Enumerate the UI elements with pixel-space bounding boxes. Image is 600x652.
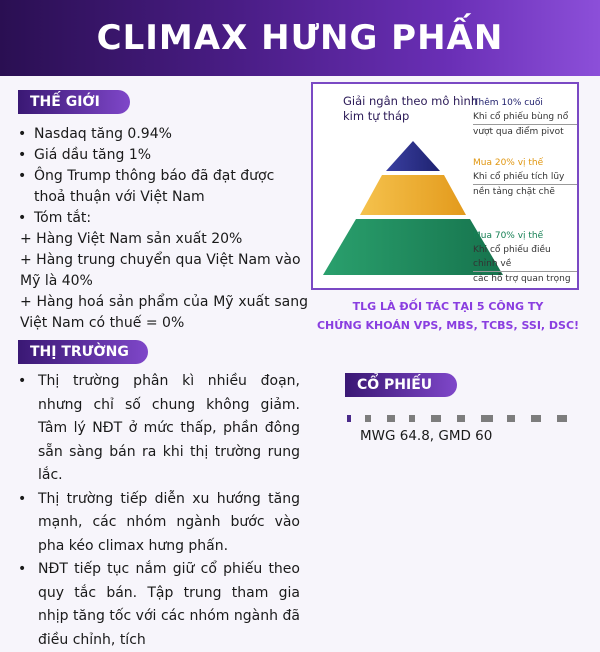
page-title: CLIMAX HƯNG PHẤN [96,18,504,58]
partner-line-1: TLG LÀ ĐỐI TÁC TẠI 5 CÔNG TY [352,300,544,313]
list-item: • Thị trường tiếp diễn xu hướng tăng mạnh, các nhóm ngành bước vào pha kéo climax hưng phấn. [18,490,300,554]
redacted-stock-list [347,415,577,423]
list-item: • Tóm tắt: [18,210,92,226]
list-item: • NĐT tiếp tục nắm giữ cổ phiếu theo quy tắc bán. Tập trung tham gia nhịp tăng tốc với các nhóm ngành đã điều chỉnh, tích [18,561,300,648]
thi-truong-content [18,370,300,652]
section-label-text: THẾ GIỚI [30,94,100,110]
the-gioi-content [18,124,308,334]
list-item: • Nasdaq tăng 0.94% [18,126,172,142]
thi-truong-list [18,370,300,652]
page-header [0,0,600,76]
pyramid-tier-top [386,141,440,171]
sub-item: + Hàng Việt Nam sản xuất 20% [20,231,243,247]
the-gioi-list [18,124,308,229]
sub-item: + Hàng trung chuyển qua Việt Nam vào Mỹ là 40% [20,252,301,289]
section-label-co-phieu [345,373,457,397]
section-label-the-gioi [18,90,130,114]
section-label-text: CỔ PHIẾU [357,377,433,393]
partner-line-2: CHỨNG KHOÁN VPS, MBS, TCBS, SSI, DSC! [316,319,580,332]
stocks-visible-text: MWG 64.8, GMD 60 [360,428,493,444]
list-item: • Thị trường phân kì nhiều đoạn, nhưng chỉ số chung không giảm. Tâm lý NĐT ở mức thấp, phần đông sẵn sàng bán ra khi thị trường rung lắc. [18,373,300,483]
list-item: • Giá dầu tăng 1% [18,147,152,163]
section-label-text: THỊ TRƯỜNG [30,344,129,360]
sub-item: + Hàng hoá sản phẩm của Mỹ xuất sang Việt Nam có thuế = 0% [20,294,308,331]
pyramid-infographic [311,82,579,290]
list-item: • Ông Trump thông báo đã đạt được thoả thuận với Việt Nam [18,168,275,205]
partner-banner [313,297,583,335]
tier-annotation-bottom: Mua 70% vị thế Khi cổ phiếu điều chỉnh về các hỗ trợ quan trọng [473,229,577,286]
tier-annotation-top: Thêm 10% cuối Khi cổ phiếu bùng nổ vượt qua điểm pivot [473,96,577,139]
pyramid-title: Giải ngân theo mô hình kim tự tháp [343,94,479,123]
section-label-thi-truong [18,340,148,364]
pyramid-tier-middle [360,175,466,215]
tier-annotation-middle: Mua 20% vị thế Khi cổ phiếu tích lũy nền tảng chặt chẽ [473,156,577,199]
